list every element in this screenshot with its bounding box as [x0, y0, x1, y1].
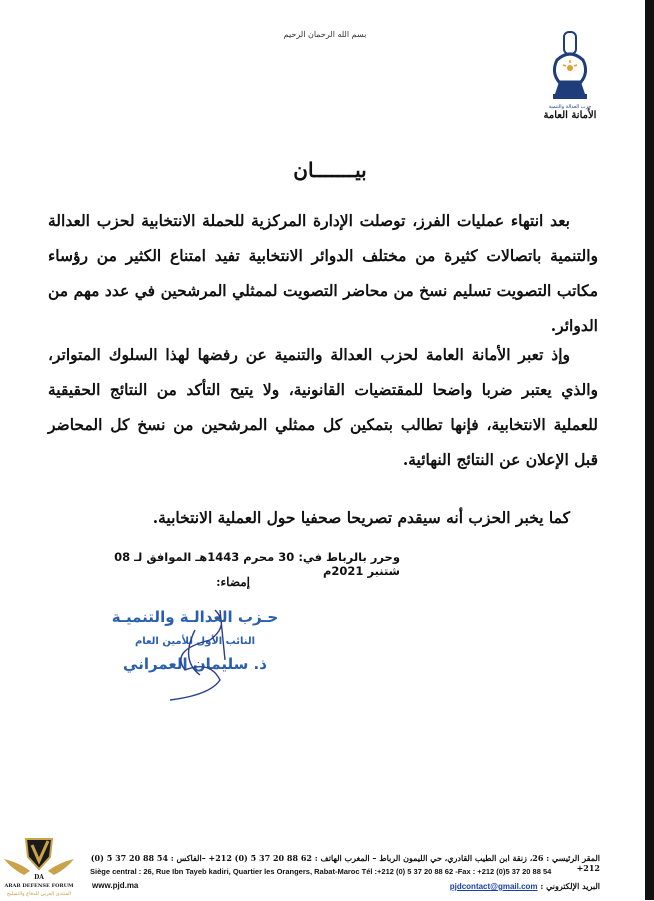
watermark-initials: DA	[34, 874, 44, 881]
footer-address-french: Siège central : 26, Rue Ibn Tayeb kadiri, Quartier les Orangers, Rabat-Maroc Tél :+212 (0) 5 37 20 88 62 -Fax : +212 (0)5 37 20 88 54	[90, 867, 552, 876]
watermark-logo	[2, 835, 76, 897]
stamp-role: النائب الأول للأمين العام	[134, 636, 256, 647]
email-label: البريد الإلكتروني :	[540, 881, 600, 891]
watermark-name-ar: المنتدى العربي للدفاع والتسليح	[6, 891, 72, 897]
watermark-name-en: ARAB DEFENSE FORUM	[4, 883, 74, 889]
document-title: بيـــــــان	[293, 158, 367, 182]
footer-email-row	[90, 881, 600, 891]
signature-label: إمضاء:	[216, 575, 250, 589]
shield-wings-icon	[2, 835, 76, 897]
lamp-logo-icon	[545, 30, 595, 110]
paragraph-2: وإذ تعبر الأمانة العامة لحزب العدالة والتنمية عن رفضها لهذا السلوك المتواتر، والذي يعتبر ضربا واضحا للمقتضيات القانونية، ولا يتيح التأكد من النتائج الحقيقية للعملية الانتخابية، فإنها تطالب بتمكين كل ممثلي المرشحين من نسخ كل المحاضر قبل الإعلان عن النتائج النهائية.	[48, 345, 598, 469]
email-link[interactable]: pjdcontact@gmail.com	[449, 882, 538, 891]
right-edge-border	[645, 0, 654, 900]
signature-stamp	[100, 600, 300, 710]
website-link[interactable]: www.pjd.ma	[92, 881, 139, 890]
handwritten-signature-icon	[100, 600, 300, 710]
stamp-party: حـزب العدالـة والتنميـة	[111, 608, 279, 626]
logo-text: حزب العدالة والتنمية	[548, 104, 592, 110]
date-line: وحرر بالرباط في: 30 محرم 1443هـ الموافق لـ 08 شتنبر 2021م	[114, 550, 400, 578]
paragraph-3: كما يخبر الحزب أنه سيقدم تصريحا صحفيا حول العملية الانتخابية.	[152, 508, 570, 527]
footer-address-arabic: المقر الرئيسي : 26، زنقة ابن الطيب القادري، حي الليمون الرباط – المغرب الهاتف : 62 88 20 37 5 (0) 212+ –الفاكس : 54 88 20 37 5 (0) 212+	[90, 853, 600, 873]
department-label: الأمانة العامة	[543, 110, 597, 121]
stamp-name: ذ. سليمان العمراني	[123, 655, 267, 673]
paragraph-1: بعد انتهاء عمليات الفرز، توصلت الإدارة المركزية للحملة الانتخابية لحزب العدالة والتنمية باتصالات كثيرة من مختلف الدوائر الانتخابية تفيد امتناع الكثير من رؤساء مكاتب التصويت تسليم نسخ من محاضر التصويت لممثلي المرشحين في عدد مهم من الدوائر.	[48, 211, 598, 335]
party-logo	[545, 30, 595, 120]
bismillah: بسم الله الرحمان الرحيم	[283, 30, 367, 39]
